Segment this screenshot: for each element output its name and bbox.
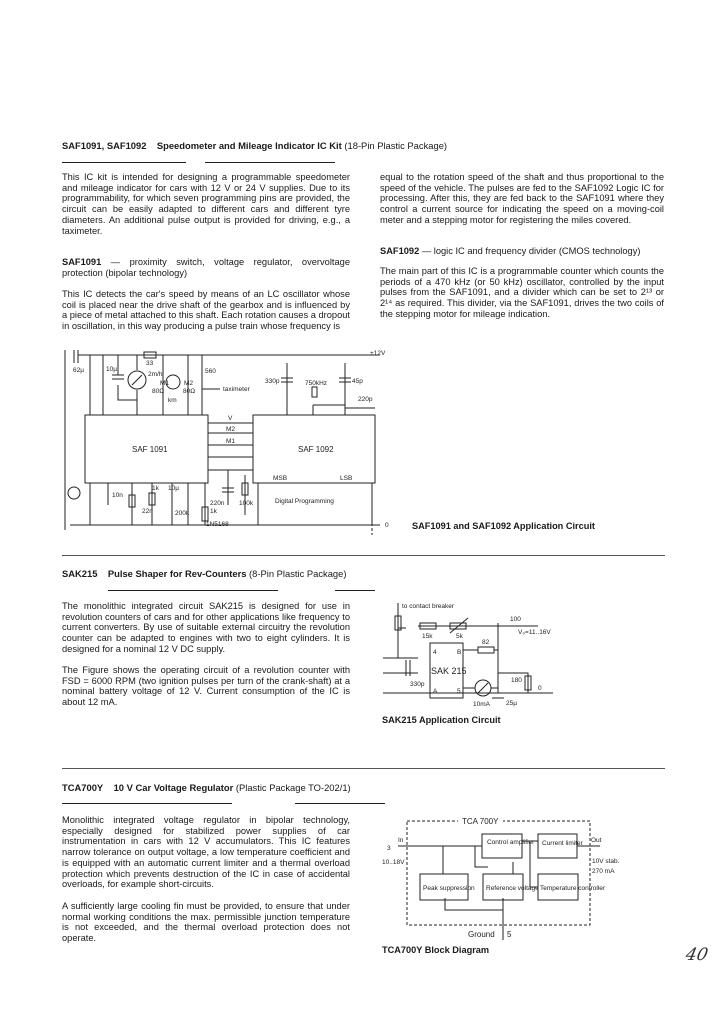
section-heading-saf1091-saf1092 bbox=[62, 140, 447, 151]
cap-10u-b: 10µ bbox=[168, 485, 179, 492]
sak215-paragraph-2: The Figure shows the operating circuit of a revolution counter with FSD = 6000 RPM (two ignition pulses per turn of the crank-shaft) at a nominal battery voltage of 12 V. Current consumption of the IC is about 12 mA. bbox=[62, 665, 350, 708]
cap-100: 100 bbox=[510, 616, 521, 623]
tca700y-block-diagram bbox=[370, 812, 690, 940]
heading-rule bbox=[108, 590, 278, 591]
section-divider bbox=[62, 555, 665, 556]
subheading-text: — logic IC and frequency divider (CMOS technology) bbox=[421, 246, 641, 256]
cap-220n: 220n bbox=[210, 500, 225, 507]
tca700y-paragraph-1: Monolithic integrated voltage regulator in bipolar technology, especially designed for stabilized power supplies of car instrumentation in cars with 12 V accumulators. This IC features narrow tolerance on output voltage, a low temperature coefficient and is equipped with an automatic current limiter and a thermal overload protection which prevents destruction of the IC in case of accidental overloads, for example short-circuits. bbox=[62, 815, 350, 890]
m2-resistance: 80Ω bbox=[183, 388, 196, 395]
package-info: (8-Pin Plastic Package) bbox=[249, 568, 347, 579]
res-15k: 15k bbox=[422, 633, 433, 640]
cap-45p: 45p bbox=[352, 378, 363, 385]
tca700y-paragraph-2: A sufficiently large cooling fin must be provided, to ensure that under normal working conditions the max. permissible junction temperature is not exceeded, and the thermal overload protection does not operate. bbox=[62, 901, 350, 944]
m1-resistance: 80Ω bbox=[152, 388, 165, 395]
pin-5: 5 bbox=[457, 688, 461, 695]
package-info: (18-Pin Plastic Package) bbox=[344, 140, 448, 151]
output-spec-voltage: 10V stab. bbox=[592, 858, 620, 865]
m2-label: M2 bbox=[184, 380, 194, 387]
saf1091-paragraph-a: This IC detects the car's speed by means of an LC oscillator whose coil is placed near the drive shaft of the gearbox and is influenced by a piece of metal attached to this shaft. Each rotation causes a dropout in oscillation, in this way producing a pulse train whose frequency is bbox=[62, 289, 350, 332]
cap-22n: 22n bbox=[142, 508, 153, 515]
res-33: 33 bbox=[146, 360, 154, 367]
taximeter-output: taximeter bbox=[223, 386, 250, 393]
intro-paragraph: This IC kit is intended for designing a programmable speedometer and mileage indicator for cars with 12 V or 24 V supplies. Due to its programmability, for which seven programming pins are provided, the circuit can be easily adapted to different cars and different tyre diameters. An additional pulse output is provided for driving, e.g., a taximeter. bbox=[62, 172, 350, 236]
ground-label: Ground bbox=[468, 930, 495, 939]
cap-220p: 220p bbox=[358, 396, 373, 403]
cap-330p: 330p bbox=[265, 378, 280, 385]
section-title: 10 V Car Voltage Regulator bbox=[113, 782, 234, 793]
res-1k: 1k bbox=[152, 485, 159, 492]
res-5k: 5k bbox=[456, 633, 463, 640]
heading-rule bbox=[62, 803, 232, 804]
bus-label-m2: M2 bbox=[226, 426, 236, 433]
res-100k: 100k bbox=[239, 500, 254, 507]
section-title: Pulse Shaper for Rev-Counters bbox=[107, 568, 247, 579]
subheading-text: — proximity switch, voltage regulator, overvoltage protection (bipolar technology) bbox=[62, 257, 350, 278]
chip-label: TCA 700Y bbox=[462, 817, 499, 826]
reference-voltage-label: Reference voltage bbox=[486, 885, 539, 892]
crystal-frequency: 750kHz bbox=[305, 380, 328, 387]
input-pin: 3 bbox=[387, 845, 391, 852]
pin-4: 4 bbox=[433, 649, 437, 656]
control-amplifier-label: Control amplifier bbox=[487, 839, 535, 846]
cap-10u: 10µ bbox=[106, 366, 117, 373]
heading-rule bbox=[335, 590, 375, 591]
output-spec-current: 270 mA bbox=[592, 868, 615, 875]
temperature-controller-label: Temperature controller bbox=[540, 885, 606, 892]
m1-label: M1 bbox=[160, 380, 170, 387]
part-number: SAF1091, SAF1092 bbox=[62, 140, 147, 151]
part-number: SAK215 bbox=[62, 568, 98, 579]
output-label: Out bbox=[591, 837, 602, 844]
package-info: (Plastic Package TO-202/1) bbox=[235, 782, 351, 793]
ic2-label: SAF 1092 bbox=[298, 445, 334, 454]
control-amplifier-block bbox=[482, 834, 522, 858]
msb-label: MSB bbox=[273, 475, 288, 482]
saf1092-subheading bbox=[380, 246, 664, 257]
figure-caption-tca700y: TCA700Y Block Diagram bbox=[382, 945, 490, 955]
supply-voltage: V₀=11..16V bbox=[518, 629, 551, 636]
section-title: Speedometer and Mileage Indicator IC Kit bbox=[156, 140, 342, 151]
digital-programming-label: Digital Programming bbox=[275, 498, 334, 505]
figure-caption-sak215: SAK215 Application Circuit bbox=[382, 715, 501, 725]
contact-breaker-label: to contact breaker bbox=[402, 603, 455, 610]
bus-label-v: V bbox=[228, 415, 233, 422]
pin-a: A bbox=[433, 688, 438, 695]
heading-rule bbox=[205, 162, 335, 163]
current-limiter-label: Current limiter bbox=[542, 840, 583, 847]
ground-zero: 0 bbox=[538, 685, 542, 692]
bus-label-m1: M1 bbox=[226, 438, 236, 445]
lsb-label: LSB bbox=[340, 475, 353, 482]
subheading-part: SAF1092 bbox=[380, 246, 420, 256]
sak215-application-circuit bbox=[378, 598, 568, 710]
pin-b: B bbox=[457, 649, 462, 656]
crystal-icon bbox=[312, 387, 317, 397]
ground-pin: 5 bbox=[507, 930, 512, 939]
input-label: In bbox=[398, 837, 404, 844]
section-heading-tca700y bbox=[62, 782, 351, 793]
input-range: 10..18V bbox=[382, 859, 405, 866]
saf1091-subheading bbox=[62, 257, 350, 278]
ground-zero: 0 bbox=[385, 522, 389, 529]
heading-rule bbox=[295, 803, 385, 804]
sensor-coil-icon bbox=[68, 487, 80, 499]
section-heading-sak215 bbox=[62, 568, 346, 579]
ic1-label: SAF 1091 bbox=[132, 445, 168, 454]
peak-suppression-label: Peak suppression bbox=[423, 885, 475, 892]
cap-62u: 62µ bbox=[73, 367, 84, 374]
section-divider bbox=[62, 768, 665, 769]
cap-10n: 10n bbox=[112, 492, 123, 499]
res-200k: 200k bbox=[175, 510, 190, 517]
res-560: 560 bbox=[205, 368, 216, 375]
cap-330p: 330p bbox=[410, 681, 425, 688]
res-180: 180 bbox=[511, 677, 522, 684]
heading-rule bbox=[62, 162, 186, 163]
figure-caption-saf1091-saf1092: SAF1091 and SAF1092 Application Circuit bbox=[412, 521, 595, 531]
saf1091-saf1092-application-circuit bbox=[60, 345, 405, 535]
saf1092-paragraph: The main part of this IC is a programmable counter which counts the periods of a 470 kHz (or 50 kHz) oscillator, controlled by the input pulses from the SAF1091, and a divider which can be set to 2¹³ or 2¹⁴ as required. This divider, via the SAF1091, drives the two coils of the stepping motor for mileage indication. bbox=[380, 266, 664, 319]
meter-label: 2m/h bbox=[148, 371, 163, 378]
cap-25u: 25µ bbox=[506, 700, 517, 707]
ic-label: SAK 215 bbox=[431, 666, 467, 676]
res-1k-b: 1k bbox=[210, 508, 217, 515]
sak215-paragraph-1: The monolithic integrated circuit SAK215 is designed for use in revolution counters of cars and for other applications like frequency to current converters. By use of suitable external circuitry the revolution counter can be adapted to engines with two to eight cylinders. It is designed for a nominal 12 V DC supply. bbox=[62, 601, 350, 654]
page-number: 40 bbox=[683, 945, 710, 965]
diode-label: 1N5168 bbox=[206, 521, 229, 528]
km-label: km bbox=[168, 397, 177, 404]
saf1091-paragraph-b: equal to the rotation speed of the shaft and thus proportional to the speed of the vehicle. The pulses are fed to the SAF1092 Logic IC for processing. After this, they are fed back to the SAF1091 where they control a current source for indicating the speed on a moving-coil meter and a stepping motor for registering the miles covered. bbox=[380, 172, 664, 225]
supply-plus-12v: +12V bbox=[370, 350, 386, 357]
subheading-part: SAF1091 bbox=[62, 257, 102, 267]
part-number: TCA700Y bbox=[62, 782, 104, 793]
meter-range: 10mA bbox=[473, 701, 490, 708]
res-82: 82 bbox=[482, 639, 490, 646]
